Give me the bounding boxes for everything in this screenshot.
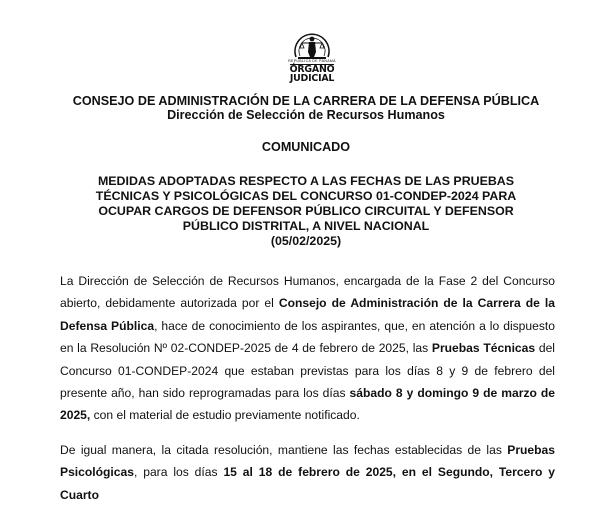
logo-name-line1: ÓRGANO	[289, 64, 335, 75]
p1-text-3: del Concurso 01-CONDEP-2024 que estaban previstas para los días 8 y 9 de febrero del presente año, han sido reprogramadas para los días	[60, 341, 555, 401]
p1-bold-technical-tests: Pruebas Técnicas	[431, 341, 536, 356]
p2-text-2: , para los días	[133, 465, 224, 480]
p1-text-1: La Dirección de Selección de Recursos Humanos, encargada de la Fase 2 del Concurso abierto, debidamente autorizada por el	[60, 274, 555, 311]
paragraph-1	[60, 270, 555, 427]
justice-seal-icon	[292, 30, 332, 60]
p2-bold-psych-tests: Pruebas Psicológicas	[60, 443, 555, 480]
subject-date: (05/02/2025)	[270, 234, 342, 248]
subject-line-1: MEDIDAS ADOPTADAS RESPECTO A LAS FECHAS DE LAS PRUEBAS	[97, 174, 515, 188]
subject-line-2: TÉCNICAS Y PSICOLÓGICAS DEL CONCURSO 01-CONDEP-2024 PARA	[95, 189, 517, 203]
directorate-name: Dirección de Selección de Recursos Humanos	[167, 108, 445, 122]
council-name: CONSEJO DE ADMINISTRACIÓN DE LA CARRERA DE LA DEFENSA PÚBLICA	[72, 94, 540, 108]
document-type: COMUNICADO	[261, 140, 351, 154]
p1-text-2: , hace de conocimiento de los aspirantes, que, en atención a lo dispuesto en la Resolución Nº 02-CONDEP-2025 de 4 de febrero de 2025, las	[60, 318, 555, 356]
subject-line-4: PÚBLICO DISTRITAL, A NIVEL NACIONAL	[182, 219, 430, 233]
subject-heading	[0, 174, 612, 249]
p2-text-1: De igual manera, la citada resolución, mantiene las fechas establecidas de las	[60, 443, 508, 457]
p1-bold-council: Consejo de Administración de la Carrera de la Defensa Pública	[60, 296, 555, 333]
p1-text-4: con el material de estudio previamente notificado.	[90, 408, 360, 423]
subject-line-3: OCUPAR CARGOS DE DEFENSOR PÚBLICO CIRCUITAL Y DEFENSOR	[98, 204, 514, 218]
organo-judicial-logo	[282, 30, 342, 85]
p1-bold-new-dates: sábado 8 y domingo 9 de marzo de 2025,	[60, 386, 555, 423]
logo-name-line2: JUDICIAL	[289, 73, 335, 84]
p2-bold-dates: 15 al 18 de febrero de 2025, en el Segundo, Tercero y Cuarto	[60, 465, 556, 502]
logo-seal-text: REPÚBLICA DE PANAMÁ	[288, 59, 336, 63]
